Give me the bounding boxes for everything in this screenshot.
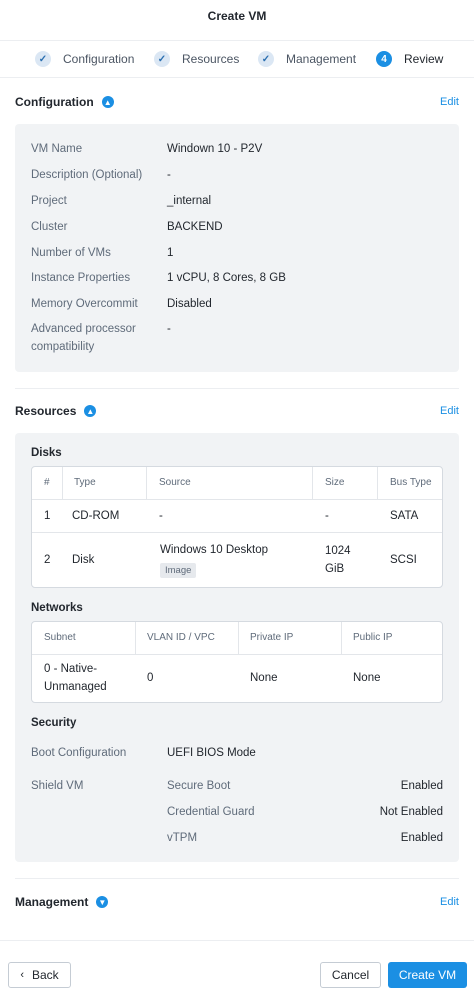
- disk-number: 2: [44, 554, 51, 566]
- row-divider: [32, 654, 442, 655]
- shield-option-value: Enabled: [400, 832, 443, 844]
- column-divider: [238, 622, 239, 654]
- shield-option-label: vTPM: [167, 832, 198, 844]
- security-heading: Security: [31, 717, 77, 729]
- check-icon: ✓: [258, 51, 274, 67]
- networks-table: [31, 621, 443, 703]
- column-header: Type: [74, 477, 96, 488]
- check-icon: ✓: [154, 51, 170, 67]
- chevron-up-icon[interactable]: ▲: [102, 96, 114, 108]
- networks-heading: Networks: [31, 602, 83, 614]
- shield-option-label: Credential Guard: [167, 806, 255, 818]
- footer-divider: [0, 940, 474, 941]
- disks-heading: Disks: [31, 447, 62, 459]
- resources-panel: [15, 433, 459, 862]
- disk-source: Windows 10 Desktop: [160, 544, 269, 556]
- public-ip-value: None: [353, 672, 381, 684]
- section-title: Management: [15, 895, 89, 909]
- management-edit-link[interactable]: Edit: [440, 896, 459, 908]
- field-label: Advanced processor compatibility: [31, 323, 136, 353]
- section-title: Configuration: [15, 95, 94, 109]
- resources-edit-link[interactable]: Edit: [440, 405, 459, 417]
- disk-bus-type: SATA: [390, 510, 419, 522]
- shield-option-label: Secure Boot: [167, 780, 231, 792]
- disk-size: 1024 GiB: [325, 545, 351, 575]
- column-divider: [146, 467, 147, 499]
- field-value: UEFI BIOS Mode: [167, 747, 256, 759]
- field-value: Windown 10 - P2V: [167, 143, 263, 155]
- image-badge: Image: [160, 563, 196, 578]
- configuration-edit-link[interactable]: Edit: [440, 96, 459, 108]
- field-value: _internal: [167, 195, 212, 207]
- row-divider: [32, 532, 442, 533]
- management-section-header[interactable]: [15, 895, 108, 909]
- field-label: Cluster: [31, 221, 68, 233]
- disk-bus-type: SCSI: [390, 554, 417, 566]
- field-label: Boot Configuration: [31, 747, 127, 759]
- step-configuration[interactable]: ✓ Configuration: [35, 51, 134, 67]
- disk-type: CD-ROM: [72, 510, 120, 522]
- field-label: Project: [31, 195, 67, 207]
- back-label: Back: [31, 968, 59, 982]
- field-label: Description (Optional): [31, 169, 143, 181]
- step-resources[interactable]: ✓ Resources: [154, 51, 239, 67]
- resources-section-header[interactable]: [15, 404, 96, 418]
- field-value: BACKEND: [167, 221, 223, 233]
- check-icon: ✓: [35, 51, 51, 67]
- step-review[interactable]: 4 Review: [376, 51, 443, 67]
- step-management[interactable]: ✓ Management: [258, 51, 356, 67]
- back-button[interactable]: [8, 962, 71, 988]
- divider: [15, 388, 459, 389]
- field-label: Number of VMs: [31, 247, 111, 259]
- private-ip-value: None: [250, 672, 278, 684]
- column-header: VLAN ID / VPC: [147, 632, 215, 643]
- field-value: 1 vCPU, 8 Cores, 8 GB: [167, 272, 286, 284]
- configuration-panel: [15, 124, 459, 372]
- row-divider: [32, 499, 442, 500]
- disk-number: 1: [44, 510, 51, 522]
- column-header: Bus Type: [390, 477, 432, 488]
- field-value: -: [167, 323, 171, 335]
- field-value: Disabled: [167, 298, 212, 310]
- vlan-value: 0: [147, 672, 154, 684]
- chevron-left-icon: ‹: [20, 969, 24, 981]
- column-divider: [62, 467, 63, 499]
- column-header: Public IP: [353, 632, 393, 643]
- shield-option-value: Enabled: [400, 780, 443, 792]
- divider: [15, 878, 459, 879]
- chevron-down-icon[interactable]: ▼: [96, 896, 108, 908]
- cancel-button[interactable]: Cancel: [320, 962, 381, 988]
- step-number: 4: [376, 51, 392, 67]
- field-label: Instance Properties: [31, 272, 131, 284]
- disk-type: Disk: [72, 554, 95, 566]
- shield-option-value: Not Enabled: [379, 806, 443, 818]
- column-divider: [312, 467, 313, 499]
- chevron-up-icon[interactable]: ▲: [84, 405, 96, 417]
- column-divider: [377, 467, 378, 499]
- column-header: #: [44, 477, 50, 488]
- dialog-title: Create VM: [207, 9, 267, 23]
- field-value: -: [167, 169, 171, 181]
- column-header: Size: [325, 477, 345, 488]
- field-value: 1: [167, 247, 174, 259]
- configuration-section-header[interactable]: [15, 95, 114, 109]
- create-vm-button[interactable]: Create VM: [388, 962, 467, 988]
- field-label: Memory Overcommit: [31, 298, 138, 310]
- field-label: VM Name: [31, 143, 83, 155]
- column-divider: [341, 622, 342, 654]
- subnet-value: 0 - Native-Unmanaged: [44, 663, 107, 693]
- disks-table: [31, 466, 443, 588]
- disk-size: -: [325, 510, 329, 522]
- column-header: Subnet: [44, 632, 76, 643]
- disk-source: -: [159, 510, 163, 522]
- column-divider: [135, 622, 136, 654]
- section-title: Resources: [15, 404, 77, 418]
- column-header: Source: [159, 477, 191, 488]
- wizard-stepper: [0, 40, 474, 78]
- field-label: Shield VM: [31, 780, 84, 792]
- column-header: Private IP: [250, 632, 294, 643]
